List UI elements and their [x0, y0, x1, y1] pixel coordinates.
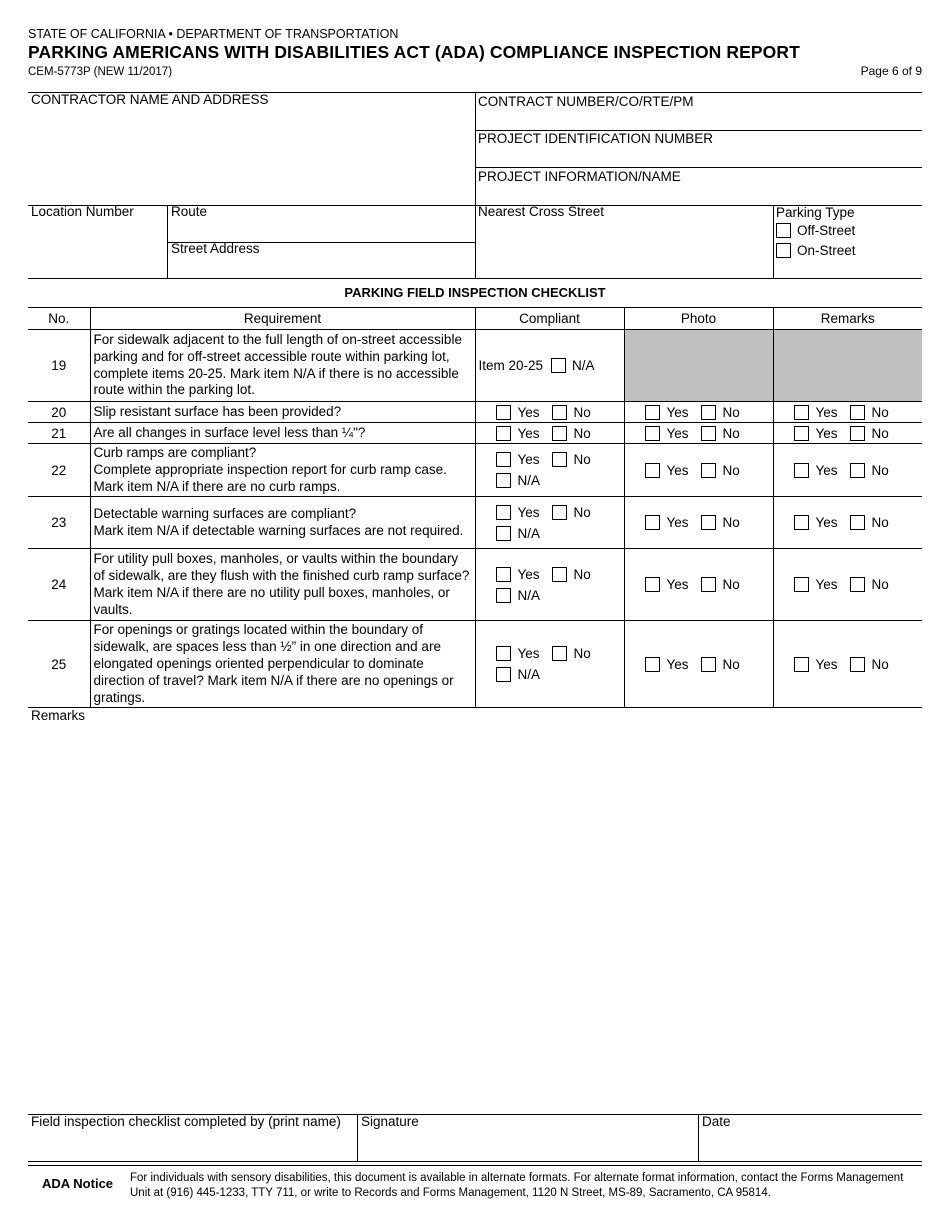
yes-checkbox[interactable] — [794, 405, 809, 420]
row-number: 23 — [28, 497, 90, 549]
no-checkbox[interactable] — [552, 505, 567, 520]
col-header-requirement: Requirement — [90, 308, 475, 330]
divider-parking-type — [773, 205, 774, 279]
yes-label: Yes — [815, 425, 838, 441]
photo-cell — [624, 423, 773, 444]
row-number: 24 — [28, 549, 90, 621]
no-label: No — [573, 452, 591, 468]
yes-label: Yes — [815, 577, 838, 593]
no-checkbox[interactable] — [552, 426, 567, 441]
table-row — [28, 444, 922, 497]
yes-option[interactable] — [794, 426, 838, 441]
requirement-text: Are all changes in surface level less than ¼"? — [90, 423, 475, 444]
na-label: N/A — [517, 525, 541, 541]
remarks-cell — [773, 549, 922, 621]
no-option[interactable] — [552, 646, 591, 661]
completed-by-field[interactable]: Field inspection checklist completed by (print name) — [31, 1114, 341, 1129]
table-row — [28, 497, 922, 549]
yes-checkbox[interactable] — [496, 505, 511, 520]
yes-checkbox[interactable] — [496, 452, 511, 467]
project-id-field[interactable]: PROJECT IDENTIFICATION NUMBER — [478, 131, 714, 146]
no-option[interactable] — [850, 577, 889, 592]
on-street-checkbox[interactable] — [776, 243, 791, 258]
signature-field[interactable]: Signature — [361, 1114, 419, 1129]
no-label: No — [871, 462, 889, 478]
yes-checkbox[interactable] — [496, 405, 511, 420]
no-checkbox[interactable] — [850, 577, 865, 592]
yes-checkbox[interactable] — [645, 657, 660, 672]
table-row — [28, 330, 922, 402]
no-checkbox[interactable] — [701, 515, 716, 530]
ada-notice-title: ADA Notice — [42, 1176, 114, 1191]
yes-option[interactable] — [496, 405, 540, 420]
col-header-no: No. — [28, 308, 90, 330]
no-label: No — [573, 566, 591, 582]
project-info-field[interactable]: PROJECT INFORMATION/NAME — [478, 169, 681, 184]
na-label: N/A — [517, 587, 541, 603]
row-number: 22 — [28, 444, 90, 497]
no-label: No — [871, 577, 889, 593]
requirement-text: For openings or gratings located within the boundary of sidewalk, are spaces less than ½” in one direction and are elongated openings oriented perpendicular to dominate direction of travel? Mark item N/A if there are no openings or gratings. — [90, 621, 475, 708]
row-number: 20 — [28, 402, 90, 423]
yes-checkbox[interactable] — [794, 463, 809, 478]
yes-label: Yes — [666, 425, 689, 441]
no-option[interactable] — [552, 452, 591, 467]
no-label: No — [871, 425, 889, 441]
yes-checkbox[interactable] — [645, 426, 660, 441]
na-option[interactable] — [496, 526, 541, 541]
yes-label: Yes — [666, 656, 689, 672]
page-number: Page 6 of 9 — [860, 64, 922, 78]
compliant-cell — [475, 444, 624, 497]
no-option[interactable] — [701, 405, 740, 420]
no-checkbox[interactable] — [701, 657, 716, 672]
requirement-text: Detectable warning surfaces are compliant? Mark item N/A if detectable warning surfaces are not required. — [90, 497, 475, 549]
checklist-table — [28, 307, 922, 708]
no-checkbox[interactable] — [552, 567, 567, 582]
yes-checkbox[interactable] — [496, 426, 511, 441]
on-street-option[interactable] — [776, 243, 856, 258]
yes-option[interactable] — [794, 463, 838, 478]
agency-line: STATE OF CALIFORNIA • DEPARTMENT OF TRANSPORTATION — [28, 27, 399, 41]
compliant-cell — [475, 330, 624, 402]
no-checkbox[interactable] — [850, 405, 865, 420]
no-option[interactable] — [552, 567, 591, 582]
na-checkbox[interactable] — [496, 667, 511, 682]
photo-cell — [624, 549, 773, 621]
no-label: No — [573, 504, 591, 520]
off-street-label: Off-Street — [797, 223, 856, 238]
yes-option[interactable] — [496, 505, 540, 520]
compliant-cell — [475, 621, 624, 708]
remarks-cell-disabled — [773, 330, 922, 402]
no-option[interactable] — [701, 577, 740, 592]
no-label: No — [722, 425, 740, 441]
row-number: 19 — [28, 330, 90, 402]
yes-checkbox[interactable] — [794, 577, 809, 592]
remarks-field[interactable]: Remarks — [31, 708, 86, 723]
photo-cell — [624, 402, 773, 423]
parking-type-label: Parking Type — [776, 205, 855, 220]
yes-option[interactable] — [645, 657, 689, 672]
no-label: No — [722, 656, 740, 672]
no-option[interactable] — [850, 405, 889, 420]
no-checkbox[interactable] — [701, 426, 716, 441]
na-checkbox[interactable] — [496, 473, 511, 488]
no-label: No — [722, 577, 740, 593]
photo-cell-disabled — [624, 330, 773, 402]
checklist-title: PARKING FIELD INSPECTION CHECKLIST — [344, 285, 606, 300]
yes-label: Yes — [517, 646, 540, 662]
yes-label: Yes — [517, 425, 540, 441]
col-header-compliant: Compliant — [475, 308, 624, 330]
yes-checkbox[interactable] — [794, 515, 809, 530]
ada-notice-text: For individuals with sensory disabilities, this document is available in alternate formats. For alternate format information, contact the Forms Management Unit at (916) 445-1233, TTY 711, or write to Records and Forms Management, 1120 N Street, MS-89, Sacramento, CA 95814. — [130, 1172, 904, 1199]
remarks-cell — [773, 621, 922, 708]
signature-divider-1 — [357, 1114, 358, 1161]
na-option[interactable] — [496, 667, 541, 682]
no-checkbox[interactable] — [850, 515, 865, 530]
requirement-text: Slip resistant surface has been provided? — [90, 402, 475, 423]
requirement-text: For sidewalk adjacent to the full length of on-street accessible parking and for off-street accessible route within parking lot, complete items 20-25. Mark item N/A if there is no accessible route within the parking lot. — [90, 330, 475, 402]
yes-label: Yes — [815, 656, 838, 672]
no-checkbox[interactable] — [552, 405, 567, 420]
info-center-divider — [475, 92, 476, 279]
no-checkbox[interactable] — [850, 463, 865, 478]
no-label: No — [573, 646, 591, 662]
no-label: No — [573, 404, 591, 420]
info-bottom-border — [28, 278, 922, 279]
contractor-field[interactable]: CONTRACTOR NAME AND ADDRESS — [31, 92, 269, 107]
compliant-cell — [475, 549, 624, 621]
yes-option[interactable] — [496, 426, 540, 441]
na-option[interactable] — [496, 473, 541, 488]
table-row — [28, 402, 922, 423]
no-label: No — [722, 515, 740, 531]
item-range-label: Item 20-25 — [478, 358, 544, 373]
yes-checkbox[interactable] — [794, 657, 809, 672]
yes-checkbox[interactable] — [645, 515, 660, 530]
yes-label: Yes — [517, 404, 540, 420]
divider-project-id — [475, 167, 922, 168]
compliant-cell — [475, 423, 624, 444]
no-option[interactable] — [701, 657, 740, 672]
no-option[interactable] — [850, 657, 889, 672]
yes-option[interactable] — [496, 567, 540, 582]
no-option[interactable] — [850, 515, 889, 530]
na-label: N/A — [572, 358, 595, 373]
photo-cell — [624, 621, 773, 708]
yes-option[interactable] — [645, 426, 689, 441]
form-number: CEM-5773P (NEW 11/2017) — [28, 66, 173, 78]
route-field[interactable]: Route — [171, 204, 208, 219]
no-option[interactable] — [701, 515, 740, 530]
na-option[interactable] — [496, 588, 541, 603]
location-number-field[interactable]: Location Number — [31, 204, 134, 219]
row-number: 25 — [28, 621, 90, 708]
na-label: N/A — [517, 473, 541, 489]
no-label: No — [573, 425, 591, 441]
na-checkbox[interactable] — [551, 358, 566, 373]
ada-top-border — [28, 1165, 922, 1166]
yes-checkbox[interactable] — [645, 463, 660, 478]
requirement-text: For utility pull boxes, manholes, or vaults within the boundary of sidewalk, are they flush with the finished curb ramp surface? Mark item N/A if there are no utility pull boxes, manholes, or vaults. — [90, 549, 475, 621]
photo-cell — [624, 444, 773, 497]
no-checkbox[interactable] — [701, 577, 716, 592]
yes-option[interactable] — [794, 405, 838, 420]
yes-option[interactable] — [496, 646, 540, 661]
table-header-row — [28, 308, 922, 330]
remarks-cell — [773, 402, 922, 423]
col-header-remarks: Remarks — [773, 308, 922, 330]
yes-option[interactable] — [794, 657, 838, 672]
yes-label: Yes — [517, 504, 540, 520]
na-checkbox[interactable] — [496, 588, 511, 603]
contract-number-field[interactable]: CONTRACT NUMBER/CO/RTE/PM — [478, 94, 694, 109]
on-street-label: On-Street — [797, 243, 856, 258]
no-option[interactable] — [552, 426, 591, 441]
no-label: No — [722, 462, 740, 478]
date-field[interactable]: Date — [702, 1114, 731, 1129]
yes-checkbox[interactable] — [794, 426, 809, 441]
no-checkbox[interactable] — [552, 452, 567, 467]
compliant-cell — [475, 402, 624, 423]
table-row — [28, 621, 922, 708]
yes-checkbox[interactable] — [496, 567, 511, 582]
yes-label: Yes — [815, 515, 838, 531]
yes-label: Yes — [517, 452, 540, 468]
yes-option[interactable] — [645, 405, 689, 420]
na-checkbox[interactable] — [496, 526, 511, 541]
yes-option[interactable] — [645, 515, 689, 530]
yes-option[interactable] — [794, 577, 838, 592]
remarks-cell — [773, 423, 922, 444]
no-checkbox[interactable] — [701, 463, 716, 478]
no-label: No — [871, 515, 889, 531]
table-row — [28, 549, 922, 621]
no-label: No — [871, 656, 889, 672]
no-checkbox[interactable] — [552, 646, 567, 661]
yes-option[interactable] — [496, 452, 540, 467]
off-street-option[interactable] — [776, 223, 855, 238]
yes-label: Yes — [666, 462, 689, 478]
photo-cell — [624, 497, 773, 549]
yes-checkbox[interactable] — [645, 405, 660, 420]
signature-divider-2 — [698, 1114, 699, 1161]
requirement-text: Curb ramps are compliant? Complete appropriate inspection report for curb ramp case. Mark item N/A if there are no curb ramps. — [90, 444, 475, 497]
no-option[interactable] — [701, 463, 740, 478]
table-row — [28, 423, 922, 444]
no-option[interactable] — [552, 505, 591, 520]
no-option[interactable] — [850, 426, 889, 441]
row-number: 21 — [28, 423, 90, 444]
yes-label: Yes — [666, 515, 689, 531]
remarks-cell — [773, 497, 922, 549]
na-label: N/A — [517, 667, 541, 683]
compliant-cell — [475, 497, 624, 549]
no-checkbox[interactable] — [701, 405, 716, 420]
yes-option[interactable] — [645, 577, 689, 592]
yes-option[interactable] — [794, 515, 838, 530]
signature-bottom-border — [28, 1161, 922, 1162]
yes-label: Yes — [815, 462, 838, 478]
yes-label: Yes — [666, 577, 689, 593]
yes-checkbox[interactable] — [645, 577, 660, 592]
remarks-cell — [773, 444, 922, 497]
no-option[interactable] — [701, 426, 740, 441]
street-address-field[interactable]: Street Address — [171, 241, 260, 256]
no-option[interactable] — [850, 463, 889, 478]
yes-label: Yes — [517, 566, 540, 582]
form-title: PARKING AMERICANS WITH DISABILITIES ACT (ADA) COMPLIANCE INSPECTION REPORT — [28, 42, 800, 62]
yes-option[interactable] — [645, 463, 689, 478]
col-header-photo: Photo — [624, 308, 773, 330]
yes-label: Yes — [815, 404, 838, 420]
yes-label: Yes — [666, 404, 689, 420]
no-option[interactable] — [552, 405, 591, 420]
nearest-cross-street-field[interactable]: Nearest Cross Street — [478, 204, 605, 219]
no-label: No — [871, 404, 889, 420]
no-checkbox[interactable] — [850, 657, 865, 672]
no-label: No — [722, 404, 740, 420]
off-street-checkbox[interactable] — [776, 223, 791, 238]
no-checkbox[interactable] — [850, 426, 865, 441]
yes-checkbox[interactable] — [496, 646, 511, 661]
